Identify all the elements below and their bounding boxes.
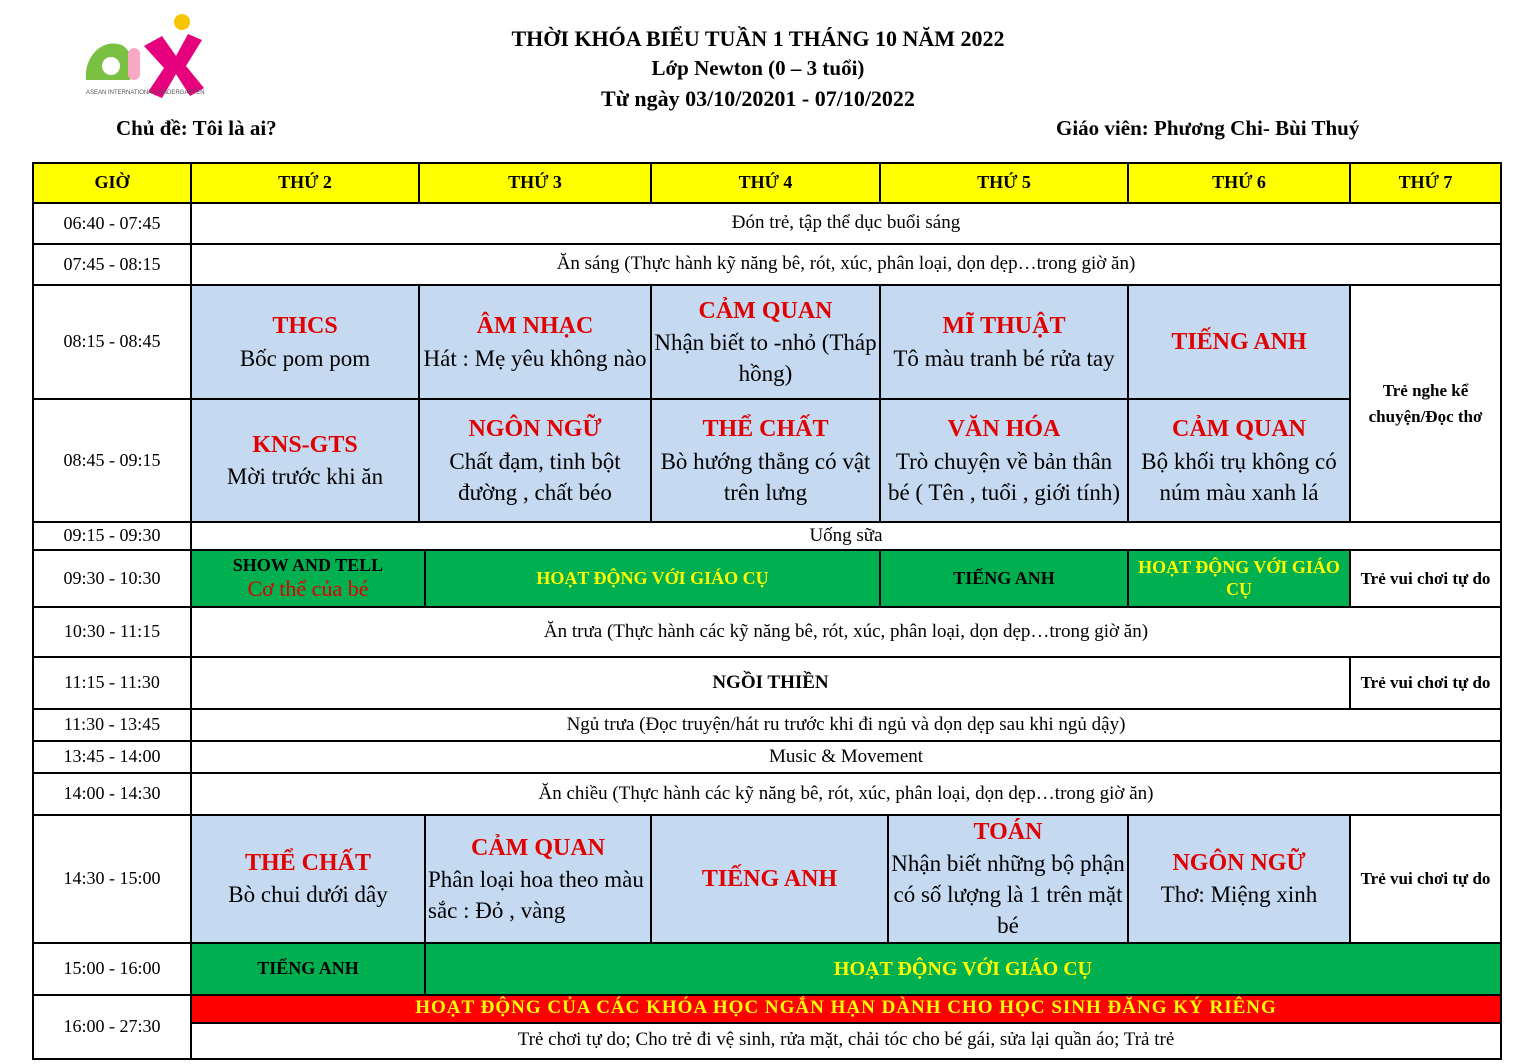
time-cell: 11:15 - 11:30 [33, 657, 191, 709]
lesson-detail: Bốc pom pom [239, 345, 371, 371]
lesson-cell [880, 285, 1128, 399]
activity-cell: Ngủ trưa (Đọc truyện/hát ru trước khi đi ngủ và dọn dẹp sau khi ngủ dậy) [191, 709, 1501, 741]
lesson-subject: CẢM QUAN [471, 834, 605, 861]
lesson-cell [1128, 815, 1350, 943]
saturday-activity: Trẻ vui chơi tự do [1350, 657, 1501, 709]
class-line: Lớp Newton (0 – 3 tuổi) [651, 56, 865, 80]
lesson-subject: THCS [272, 313, 338, 340]
time-cell: 10:30 - 11:15 [33, 607, 191, 657]
activity-cell: Uống sữa [191, 522, 1501, 550]
table-row [33, 285, 1501, 399]
table-row [33, 741, 1501, 773]
lesson-cell [191, 285, 419, 399]
time-cell: 07:45 - 08:15 [33, 244, 191, 285]
lesson-subject: CẢM QUAN [1172, 416, 1306, 443]
english-cell: TIẾNG ANH [191, 943, 425, 995]
time-cell: 08:15 - 08:45 [33, 285, 191, 399]
lesson-detail: Bộ khối trụ không có núm màu xanh lá [1141, 448, 1337, 505]
table-row [33, 815, 1501, 943]
lesson-cell [419, 399, 651, 522]
lesson-detail: Bò chui dưới dây [228, 882, 388, 908]
col-header-thu: THỨ 5 [880, 163, 1128, 203]
time-cell: 09:30 - 10:30 [33, 550, 191, 607]
logo-subtitle: ASEAN INTERNATIONAL KINDERGARTEN [86, 90, 205, 96]
timetable [32, 162, 1502, 1060]
lesson-subject: TIẾNG ANH [701, 865, 838, 892]
short-course-banner: HOẠT ĐỘNG CỦA CÁC KHÓA HỌC NGẮN HẠN DÀNH CHO HỌC SINH ĐĂNG KÝ RIÊNG [191, 995, 1501, 1023]
lesson-detail: Chất đạm, tinh bột đường , chất béo [449, 448, 621, 505]
table-row [33, 203, 1501, 244]
lesson-cell [425, 815, 651, 943]
time-cell: 06:40 - 07:45 [33, 203, 191, 244]
lesson-subject: THỂ CHẤT [244, 850, 372, 877]
show-and-tell-subtitle: Cơ thể của bé [247, 576, 369, 602]
lesson-cell [1128, 399, 1350, 522]
table-row [33, 522, 1501, 550]
lesson-subject: TOÁN [973, 819, 1043, 845]
lesson-cell [651, 815, 888, 943]
montessori-activity-cell: HOẠT ĐỘNG VỚI GIÁO CỤ [425, 943, 1501, 995]
teacher-label: Giáo viên: Phương Chi- Bùi Thuý [1056, 116, 1360, 140]
page-title: THỜI KHÓA BIỂU TUẦN 1 THÁNG 10 NĂM 2022 [511, 26, 1005, 51]
table-row [33, 657, 1501, 709]
lesson-detail: Bò hướng thẳng có vật trên lưng [660, 448, 871, 505]
col-header-fri: THỨ 6 [1128, 163, 1350, 203]
activity-cell: Ăn trưa (Thực hành các kỹ năng bê, rót, xúc, phân loại, dọn dẹp…trong giờ ăn) [191, 607, 1501, 657]
table-row [33, 607, 1501, 657]
table-row [33, 399, 1501, 522]
time-cell: 16:00 - 27:30 [33, 995, 191, 1059]
lesson-subject: VĂN HÓA [947, 416, 1061, 443]
lesson-cell [1128, 285, 1350, 399]
activity-cell: Ăn sáng (Thực hành kỹ năng bê, rót, xúc, phân loại, dọn dẹp…trong giờ ăn) [191, 244, 1501, 285]
lesson-subject: THỂ CHẤT [702, 416, 829, 443]
table-row [33, 943, 1501, 995]
time-cell: 13:45 - 14:00 [33, 741, 191, 773]
col-header-tue: THỨ 3 [419, 163, 651, 203]
lesson-cell [191, 815, 425, 943]
lesson-cell [880, 399, 1128, 522]
time-cell: 09:15 - 09:30 [33, 522, 191, 550]
time-cell: 11:30 - 13:45 [33, 709, 191, 741]
col-header-wed: THỨ 4 [651, 163, 880, 203]
table-row [33, 244, 1501, 285]
lesson-subject: CẢM QUAN [698, 297, 833, 324]
header-row [33, 163, 1501, 203]
col-header-mon: THỨ 2 [191, 163, 419, 203]
lesson-subject: ÂM NHẠC [476, 313, 594, 340]
lesson-cell [888, 815, 1128, 943]
lesson-cell [419, 285, 651, 399]
lesson-subject: TIẾNG ANH [1171, 328, 1307, 355]
time-cell: 14:00 - 14:30 [33, 773, 191, 815]
activity-cell: Music & Movement [191, 741, 1501, 773]
topic-label: Chủ đề: Tôi là ai? [116, 116, 277, 140]
date-range: Từ ngày 03/10/20201 - 07/10/2022 [601, 86, 915, 111]
meditation-cell: NGỒI THIỀN [191, 657, 1350, 709]
lesson-subject: NGÔN NGỮ [1172, 850, 1306, 877]
saturday-activity: Trẻ vui chơi tự do [1350, 550, 1501, 607]
lesson-detail: Phân loại hoa theo màu sắc : Đỏ , vàng [428, 866, 644, 923]
montessori-activity-cell: HOẠT ĐỘNG VỚI GIÁO CỤ [1128, 550, 1350, 607]
lesson-subject: KNS-GTS [252, 431, 358, 458]
lesson-cell [651, 399, 880, 522]
lesson-detail: Hát : Mẹ yêu không nào [423, 345, 647, 371]
lesson-subject: NGÔN NGỮ [468, 416, 602, 443]
table-row [33, 773, 1501, 815]
lesson-subject: MĨ THUẬT [942, 313, 1066, 340]
lesson-detail: Mời trước khi ăn [226, 464, 384, 490]
col-header-sat: THỨ 7 [1350, 163, 1501, 203]
show-and-tell-title: SHOW AND TELL [232, 554, 384, 575]
table-row [33, 709, 1501, 741]
col-header-time: GIỜ [33, 163, 191, 203]
saturday-activity: Trẻ nghe kể chuyện/Đọc thơ [1350, 285, 1501, 522]
activity-cell: Ăn chiều (Thực hành các kỹ năng bê, rót, xúc, phân loại, dọn dẹp…trong giờ ăn) [191, 773, 1501, 815]
lesson-detail: Thơ: Miệng xinh [1160, 882, 1318, 908]
activity-cell: Đón trẻ, tập thể dục buổi sáng [191, 203, 1501, 244]
table-row [33, 550, 1501, 607]
show-and-tell-cell [191, 550, 425, 607]
lesson-cell [191, 399, 419, 522]
activity-cell: Trẻ chơi tự do; Cho trẻ đi vệ sinh, rửa mặt, chải tóc cho bé gái, sửa lại quần áo; Trả trẻ [191, 1023, 1501, 1059]
lesson-detail: Trò chuyện về bản thân bé ( Tên , tuổi , giới tính) [887, 448, 1121, 505]
time-cell: 14:30 - 15:00 [33, 815, 191, 943]
saturday-activity: Trẻ vui chơi tự do [1350, 815, 1501, 943]
montessori-activity-cell: HOẠT ĐỘNG VỚI GIÁO CỤ [425, 550, 880, 607]
lesson-detail: Tô màu tranh bé rửa tay [893, 345, 1115, 371]
time-cell: 08:45 - 09:15 [33, 399, 191, 522]
table-row [33, 995, 1501, 1023]
time-cell: 15:00 - 16:00 [33, 943, 191, 995]
lesson-detail: Nhận biết to -nhỏ (Tháp hồng) [654, 330, 877, 387]
lesson-detail: Nhận biết những bộ phận có số lượng là 1 trên mặt bé [891, 851, 1125, 939]
lesson-cell [651, 285, 880, 399]
table-row [33, 1023, 1501, 1059]
english-cell: TIẾNG ANH [880, 550, 1128, 607]
